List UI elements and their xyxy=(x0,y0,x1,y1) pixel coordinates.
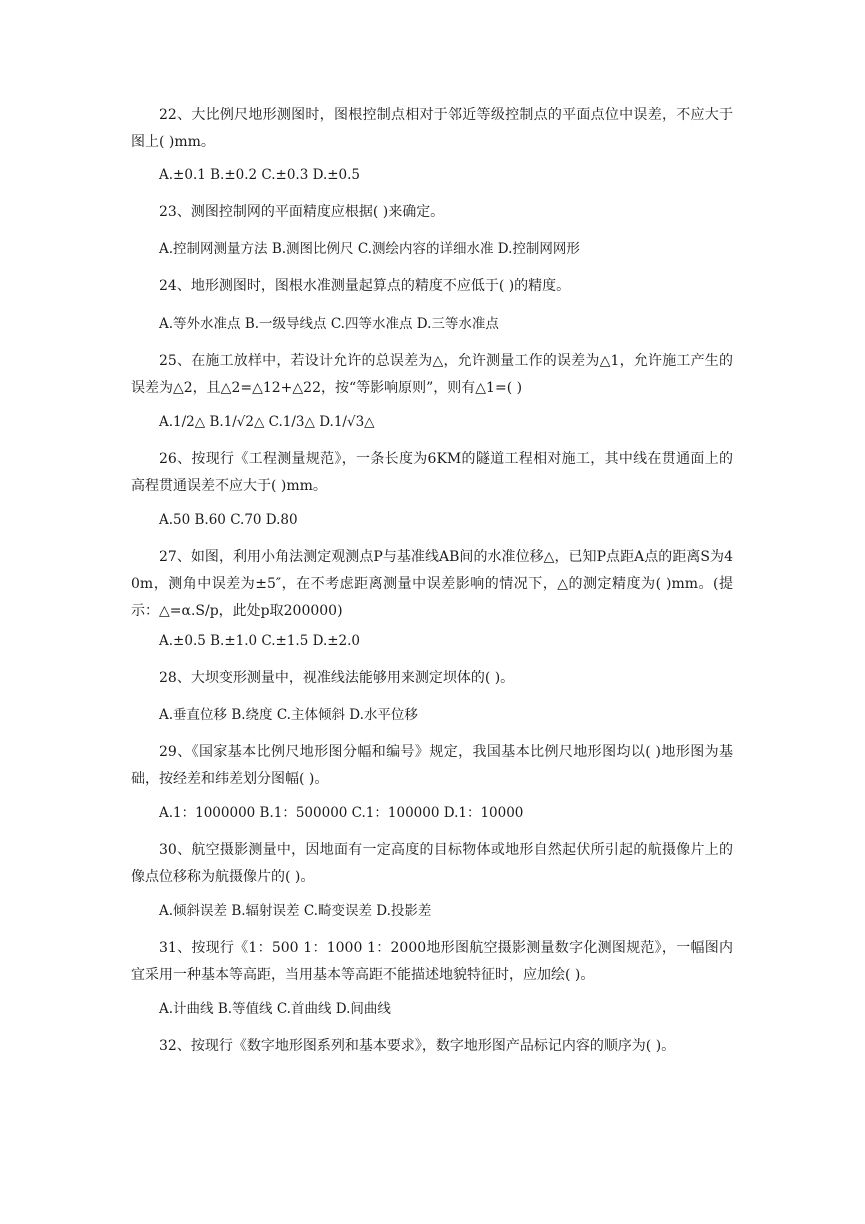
question-24-options: A.等外水准点 B.一级导线点 C.四等水准点 D.三等水准点 xyxy=(159,316,499,332)
question-29-stem: 29、《国家基本比例尺地形图分幅和编号》规定，我国基本比例尺地形图均以( )地形图为基础，按经差和纬差划分图幅( )。 xyxy=(131,744,733,787)
question-27-stem: 27、如图，利用小角法测定观测点P与基准线AB间的水准位移△，已知P点距A点的距离S为40m，测角中误差为±5″，在不考虑距离测量中误差影响的情况下，△的测定精度为( )mm。(提示：△=α.S/p，此处p取200000) xyxy=(131,549,733,619)
question-30-options: A.倾斜误差 B.辐射误差 C.畸变误差 D.投影差 xyxy=(159,903,432,919)
question-31-stem: 31、按现行《1：500 1：1000 1：2000地形图航空摄影测量数字化测图规范》，一幅图内宜采用一种基本等高距，当用基本等高距不能描述地貌特征时，应加绘( )。 xyxy=(131,940,733,983)
question-26-stem: 26、按现行《工程测量规范》，一条长度为6KM的隧道工程相对施工，其中线在贯通面上的高程贯通误差不应大于( )mm。 xyxy=(131,451,733,494)
question-24-stem: 24、地形测图时，图根水准测量起算点的精度不应低于( )的精度。 xyxy=(159,278,571,294)
question-25-stem: 25、在施工放样中，若设计允许的总误差为△，允许测量工作的误差为△1，允许施工产生的误差为△2，且△2=△12+△22，按“等影响原则”，则有△1=( ) xyxy=(131,353,733,396)
question-28-options: A.垂直位移 B.绕度 C.主体倾斜 D.水平位移 xyxy=(159,707,418,723)
question-22-options: A.±0.1 B.±0.2 C.±0.3 D.±0.5 xyxy=(159,167,361,183)
question-22-stem: 22、大比例尺地形测图时，图根控制点相对于邻近等级控制点的平面点位中误差，不应大于图上( )mm。 xyxy=(131,107,733,150)
question-31-options: A.计曲线 B.等值线 C.首曲线 D.间曲线 xyxy=(159,1001,391,1017)
question-30-stem: 30、航空摄影测量中，因地面有一定高度的目标物体或地形自然起伏所引起的航摄像片上的像点位移称为航摄像片的( )。 xyxy=(131,842,733,885)
question-32-stem: 32、按现行《数字地形图系列和基本要求》，数字地形图产品标记内容的顺序为( )。 xyxy=(159,1038,676,1054)
question-29-options: A.1：1000000 B.1：500000 C.1：100000 D.1：10000 xyxy=(159,805,524,821)
question-27-options: A.±0.5 B.±1.0 C.±1.5 D.±2.0 xyxy=(159,633,361,649)
question-25-options: A.1/2△ B.1/√2△ C.1/3△ D.1/√3△ xyxy=(159,414,375,430)
question-28-stem: 28、大坝变形测量中，视准线法能够用来测定坝体的( )。 xyxy=(159,670,515,686)
question-23-stem: 23、测图控制网的平面精度应根据( )来确定。 xyxy=(159,204,445,220)
question-23-options: A.控制网测量方法 B.测图比例尺 C.测绘内容的详细水准 D.控制网网形 xyxy=(159,241,580,257)
question-26-options: A.50 B.60 C.70 D.80 xyxy=(159,512,298,528)
